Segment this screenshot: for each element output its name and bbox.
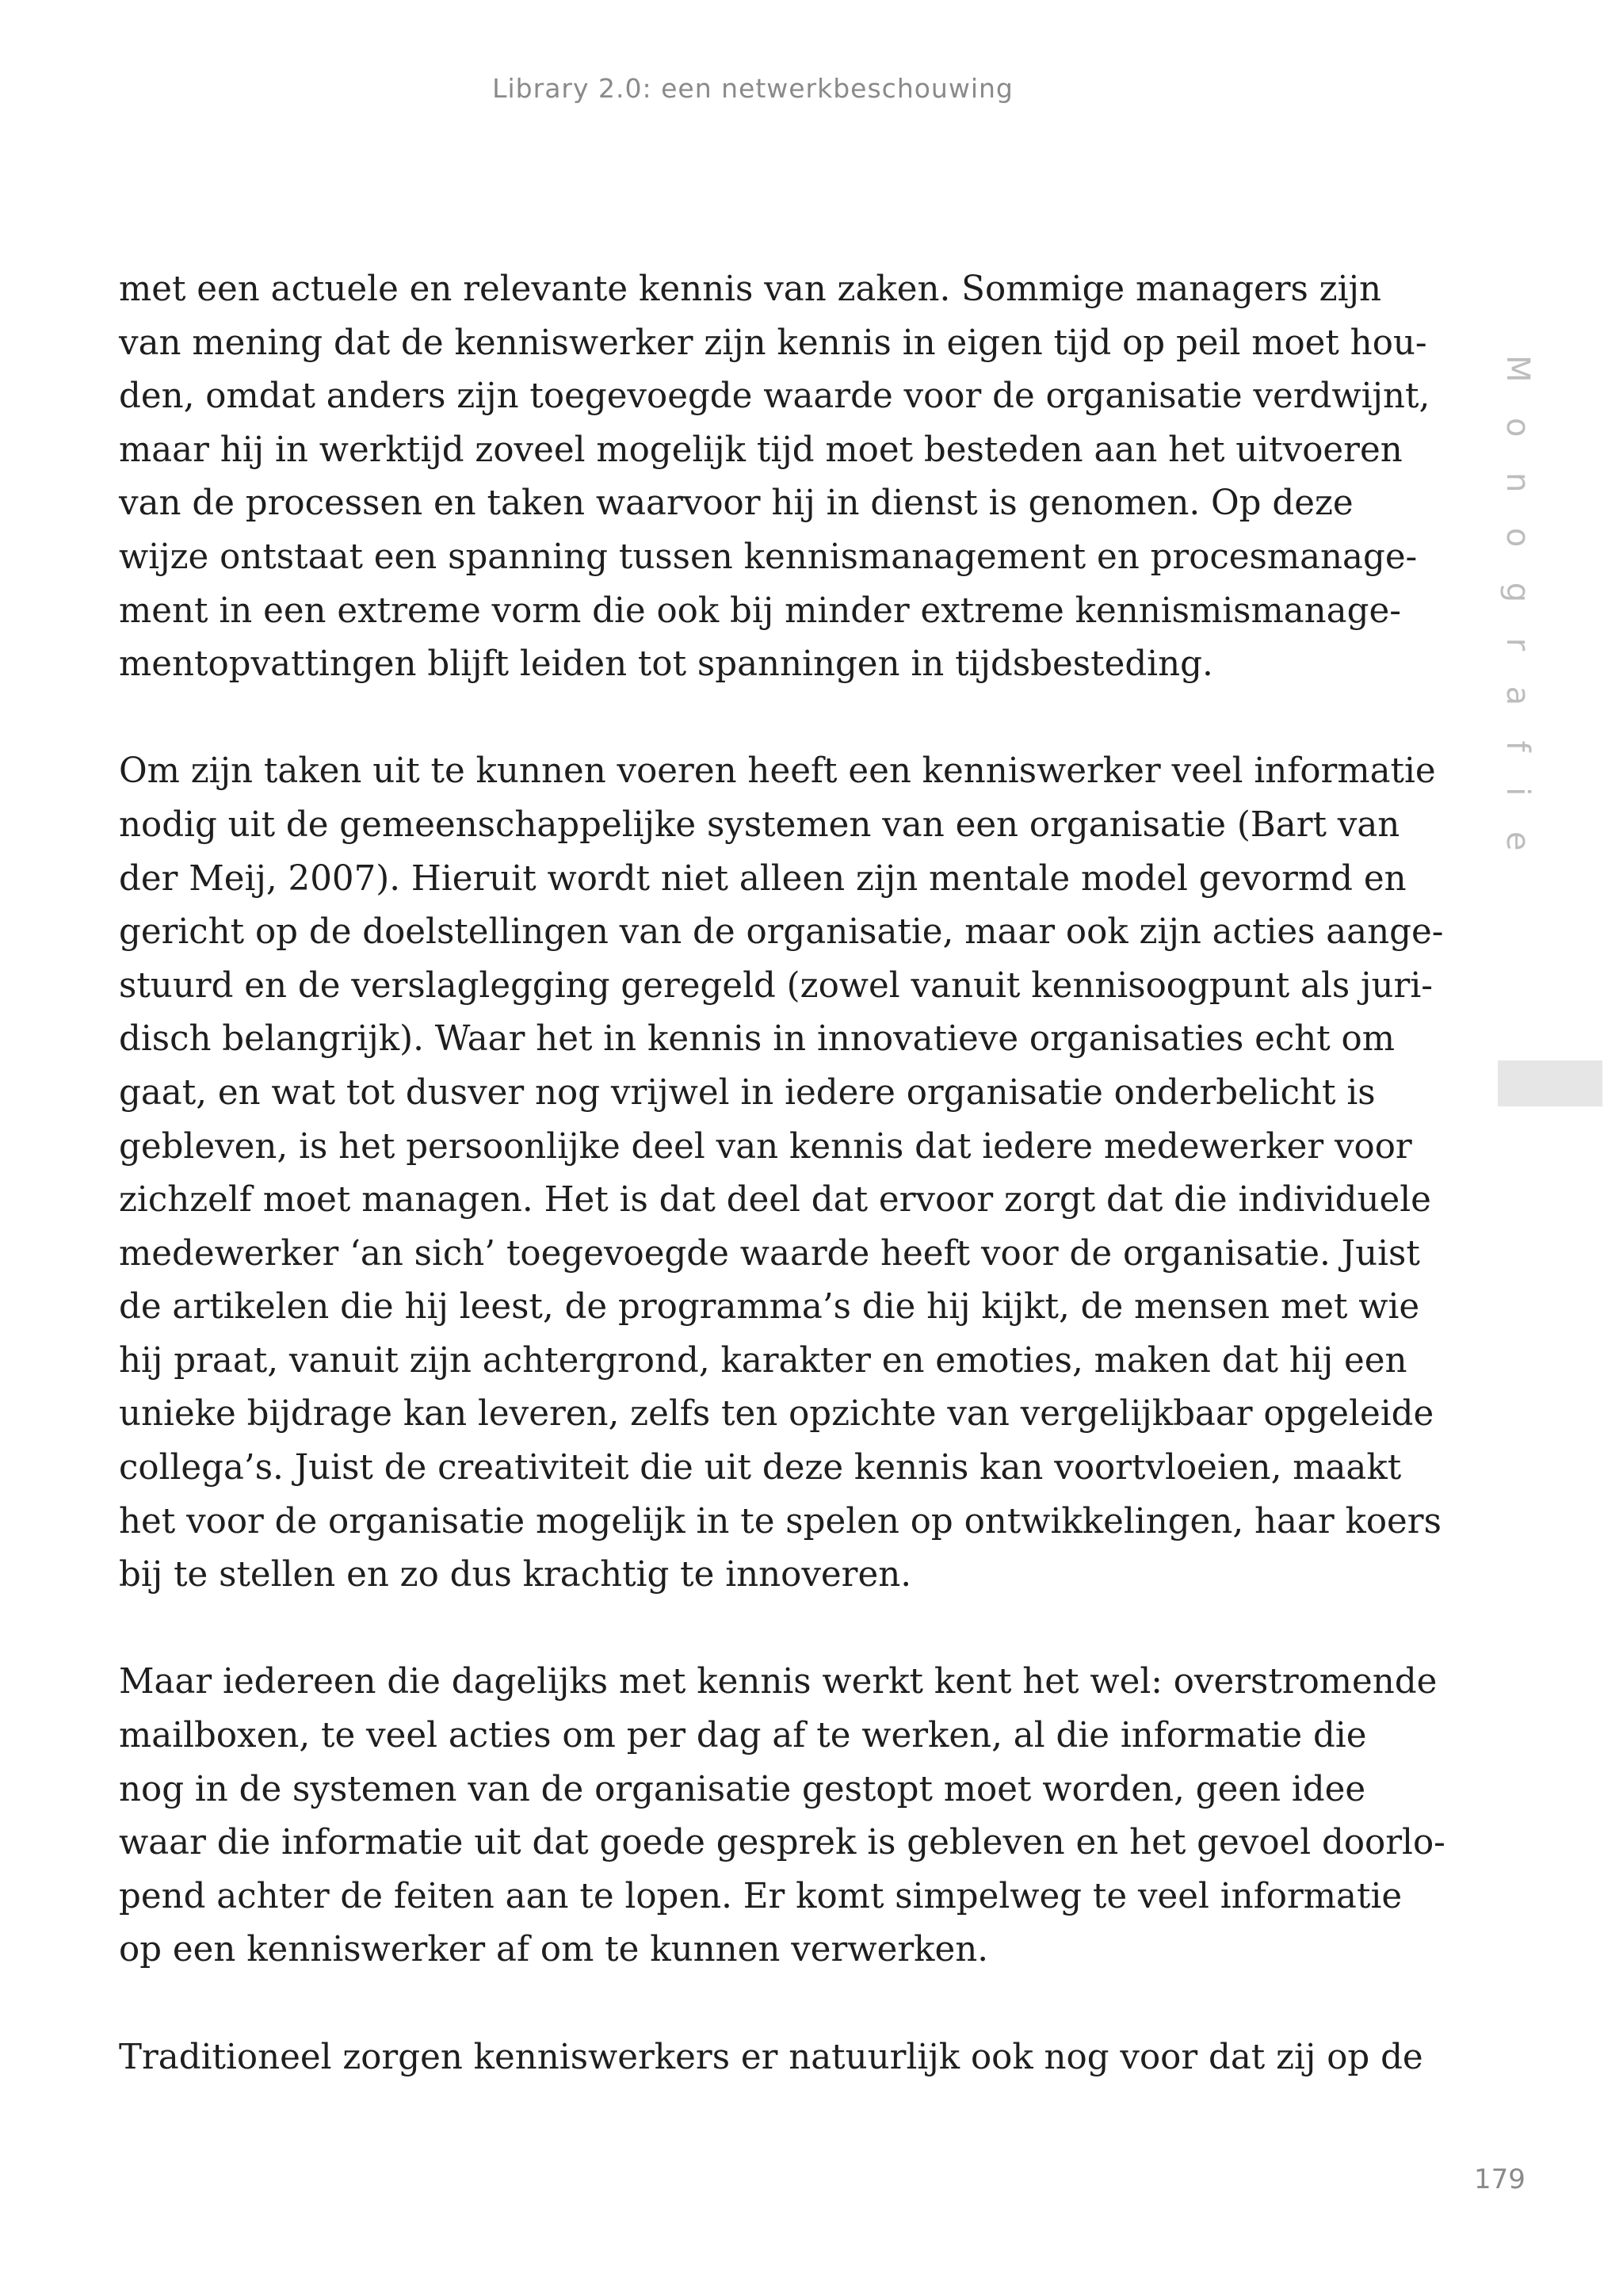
text-line: mailboxen, te veel acties om per dag af te werken, al die informatie die [119,1716,1367,1756]
text-line: met een actuele en relevante kennis van zaken. Sommige managers zijn [119,269,1381,309]
text-line: disch belangrijk). Waar het in kennis in innovatieve organisaties echt om [119,1019,1395,1060]
text-line: mentopvattingen blijft leiden tot spanningen in tijdsbesteding. [119,644,1213,685]
text-line: wijze ontstaat een spanning tussen kennismanagement en procesmanage- [119,537,1418,577]
paragraph [119,745,1444,1603]
paragraph [119,2031,1423,2085]
text-line: pend achter de feiten aan te lopen. Er komt simpelweg te veel informatie [119,1876,1403,1916]
text-line: gebleven, is het persoonlijke deel van kennis dat iedere medewerker voor [119,1126,1412,1167]
text-line: het voor de organisatie mogelijk in te spelen op ontwikkelingen, haar koers [119,1501,1442,1541]
text-line: Traditioneel zorgen kenniswerkers er natuurlijk ook nog voor dat zij op de [119,2037,1423,2077]
paragraph [119,1656,1445,1977]
paragraph [119,263,1430,692]
text-line: gaat, en wat tot dusver nog vrijwel in iedere organisatie onderbelicht is [119,1072,1376,1113]
text-line: van mening dat de kenniswerker zijn kennis in eigen tijd op peil moet hou- [119,323,1427,363]
text-line: ment in een extreme vorm die ook bij minder extreme kennismismanage- [119,590,1401,631]
running-header: Library 2.0: een netwerkbeschouwing [492,73,1014,104]
text-line: maar hij in werktijd zoveel mogelijk tijd moet besteden aan het uitvoeren [119,430,1403,470]
text-line: de artikelen die hij leest, de programma’s die hij kijkt, de mensen met wie [119,1287,1420,1328]
section-side-label [1499,355,1544,989]
section-tab-marker [1498,1060,1602,1106]
page-number: 179 [1474,2164,1526,2195]
text-line: collega’s. Juist de creativiteit die uit deze kennis kan voortvloeien, maakt [119,1448,1402,1488]
text-line: zichzelf moet managen. Het is dat deel dat ervoor zorgt dat die individuele [119,1180,1431,1221]
text-line: stuurd en de verslaglegging geregeld (zowel vanuit kennisoogpunt als juri- [119,965,1433,1006]
body-text [119,263,1445,2138]
text-line: den, omdat anders zijn toegevoegde waarde voor de organisatie verdwijnt, [119,376,1430,417]
section-side-label-text: Monografie [1499,355,1536,886]
text-line: medewerker ‘an sich’ toegevoegde waarde heeft voor de organisatie. Juist [119,1233,1420,1274]
text-line: der Meij, 2007). Hieruit wordt niet alleen zijn mentale model gevormd en [119,858,1407,899]
text-line: Maar iedereen die dagelijks met kennis werkt kent het wel: overstromende [119,1662,1438,1702]
text-line: nodig uit de gemeenschappelijke systemen van een organisatie (Bart van [119,804,1400,845]
text-line: waar die informatie uit dat goede gesprek is gebleven en het gevoel doorlo- [119,1823,1445,1863]
text-line: van de processen en taken waarvoor hij in dienst is genomen. Op deze [119,483,1354,524]
text-line: gericht op de doelstellingen van de organisatie, maar ook zijn acties aange- [119,912,1444,953]
text-line: unieke bijdrage kan leveren, zelfs ten opzichte van vergelijkbaar opgeleide [119,1394,1434,1435]
text-line: hij praat, vanuit zijn achtergrond, karakter en emoties, maken dat hij een [119,1340,1407,1381]
text-line: nog in de systemen van de organisatie gestopt moet worden, geen idee [119,1769,1366,1809]
text-line: bij te stellen en zo dus krachtig te innoveren. [119,1555,912,1595]
text-line: Om zijn taken uit te kunnen voeren heeft een kenniswerker veel informatie [119,751,1436,792]
text-line: op een kenniswerker af om te kunnen verwerken. [119,1930,989,1970]
